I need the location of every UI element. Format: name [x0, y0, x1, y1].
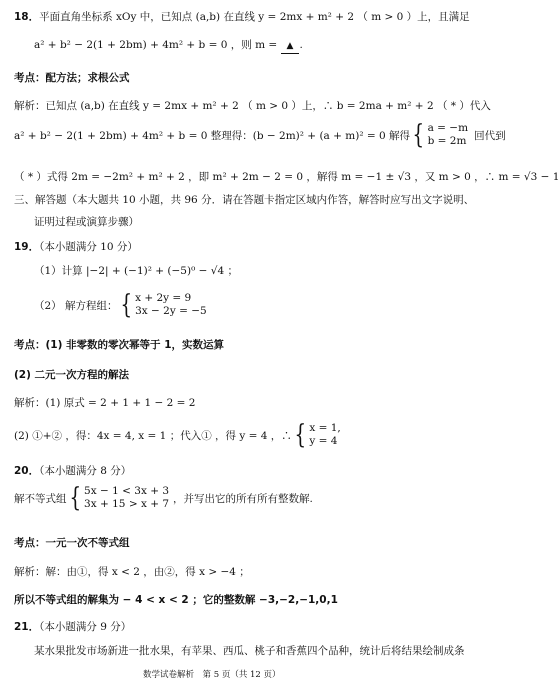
q20-inequality-1: 5x − 1 < 3x + 3: [84, 485, 170, 497]
q18-jiexi-line2-text: a² + b² − 2(1 + 2bm) + 4m² + b = 0 整理得：(b − 2m)² + (a + m)² = 0 解得: [14, 129, 411, 142]
q18-solution-system: [428, 122, 469, 148]
section3-title-line2: 证明过程或演算步骤）: [34, 216, 139, 228]
brace-icon: {: [68, 483, 81, 513]
q19-part2-label: （2） 解方程组：: [34, 299, 118, 312]
q20-kaodian: 考点：一元一次不等式组: [14, 537, 130, 549]
q19-score: （本小题满分 10 分）: [39, 241, 138, 253]
q19-kaodian2: (2) 二元一次方程的解法: [14, 369, 130, 381]
q19-jiexi2-text: (2) ①+② ，得：4x = 4, x = 1 ；代入① ，得 y = 4 ，∴: [14, 429, 292, 442]
q19-answer-y: y = 4: [309, 435, 338, 447]
q18-solution-bottom: b = 2m: [427, 135, 467, 147]
q19-jiexi2: [14, 422, 341, 448]
q18-stem-line1: 平面直角坐标系 xOy 中，已知点 (a,b) 在直线 y = 2mx + m² + 2 （ m > 0 ）上，且满足: [39, 11, 470, 23]
q21-line1: 某水果批发市场新进一批水果，有苹果、西瓜、桃子和香蕉四个品种，统计后将结果绘制成条: [34, 645, 465, 657]
triangle-icon: ▲: [286, 41, 294, 51]
q18-solution-top: a = −m: [427, 122, 469, 134]
q20-number: 20．: [14, 465, 40, 477]
q19-number: 19．: [14, 241, 40, 253]
q20-stem-tail: ，并写出它的所有所有整数解.: [173, 492, 313, 505]
q20-jiexi2: 所以不等式组的解集为 − 4 < x < 2 ；它的整数解 −3,−2,−1,0,1: [14, 594, 338, 606]
q21-header: [14, 620, 131, 634]
brace-icon: {: [294, 420, 306, 450]
q20-stem-label: 解不等式组: [14, 492, 67, 505]
page-footer: 数学试卷解析 第 5 页（共 12 页）: [143, 670, 281, 680]
q19-part1: （1）计算 |−2| + (−1)² + (−5)⁰ − √4 ；: [34, 265, 238, 277]
q20-inequality-2: 3x + 15 > x + 7: [84, 498, 170, 510]
q18-jiexi-line3: （ * ）式得 2m = −2m² + m² + 2 ，即 m² + 2m − 2 = 0 ，解得 m = −1 ± √3 ，又 m > 0 ，∴ m = √3 − 1: [14, 171, 559, 183]
q19-equation-1: x + 2y = 9: [135, 292, 192, 304]
q20-stem: [14, 485, 313, 511]
q18-number: 18．: [14, 11, 40, 23]
brace-icon: {: [120, 290, 132, 320]
q21-score: （本小题满分 9 分）: [39, 621, 132, 633]
section3-title-line1: 三、解答题（本大题共 10 小题，共 96 分．请在答题卡指定区域内作答，解答时应写出文字说明、: [14, 194, 475, 206]
q21-number: 21．: [14, 621, 40, 633]
q20-score: （本小题满分 8 分）: [39, 465, 132, 477]
q20-system: [84, 485, 169, 511]
q18-line2: [34, 38, 303, 54]
q18-stem-line2: a² + b² − 2(1 + 2bm) + 4m² + b = 0 ，则 m =: [34, 39, 281, 51]
q19-answer-x: x = 1,: [309, 422, 341, 434]
q19-part2: [34, 292, 207, 318]
q18-jiexi-line2: [14, 122, 506, 148]
q19-header: [14, 240, 138, 254]
answer-blank: [281, 38, 303, 54]
q18-jiexi-line1: 解析：已知点 (a,b) 在直线 y = 2mx + m² + 2 （ m > 0 ）上，∴ b = 2ma + m² + 2 （ * ）代入: [14, 100, 491, 112]
q19-system: [135, 292, 207, 318]
brace-icon: {: [412, 120, 425, 150]
q20-jiexi1: 解析：解：由①，得 x < 2 ，由②，得 x > −4 ；: [14, 566, 250, 578]
q19-jiexi1: 解析：(1) 原式 = 2 + 1 + 1 − 2 = 2: [14, 397, 196, 409]
q18-jiexi-line2-tail: 回代到: [474, 129, 506, 142]
q20-header: [14, 464, 131, 478]
q18-period: .: [299, 39, 303, 51]
q18-line1: [14, 10, 470, 24]
q18-kaodian: 考点：配方法；求根公式: [14, 72, 130, 84]
q19-equation-2: 3x − 2y = −5: [135, 305, 207, 317]
q19-answer-system: [309, 422, 340, 448]
q19-kaodian: 考点：(1) 非零数的零次幂等于 1，实数运算: [14, 339, 225, 351]
